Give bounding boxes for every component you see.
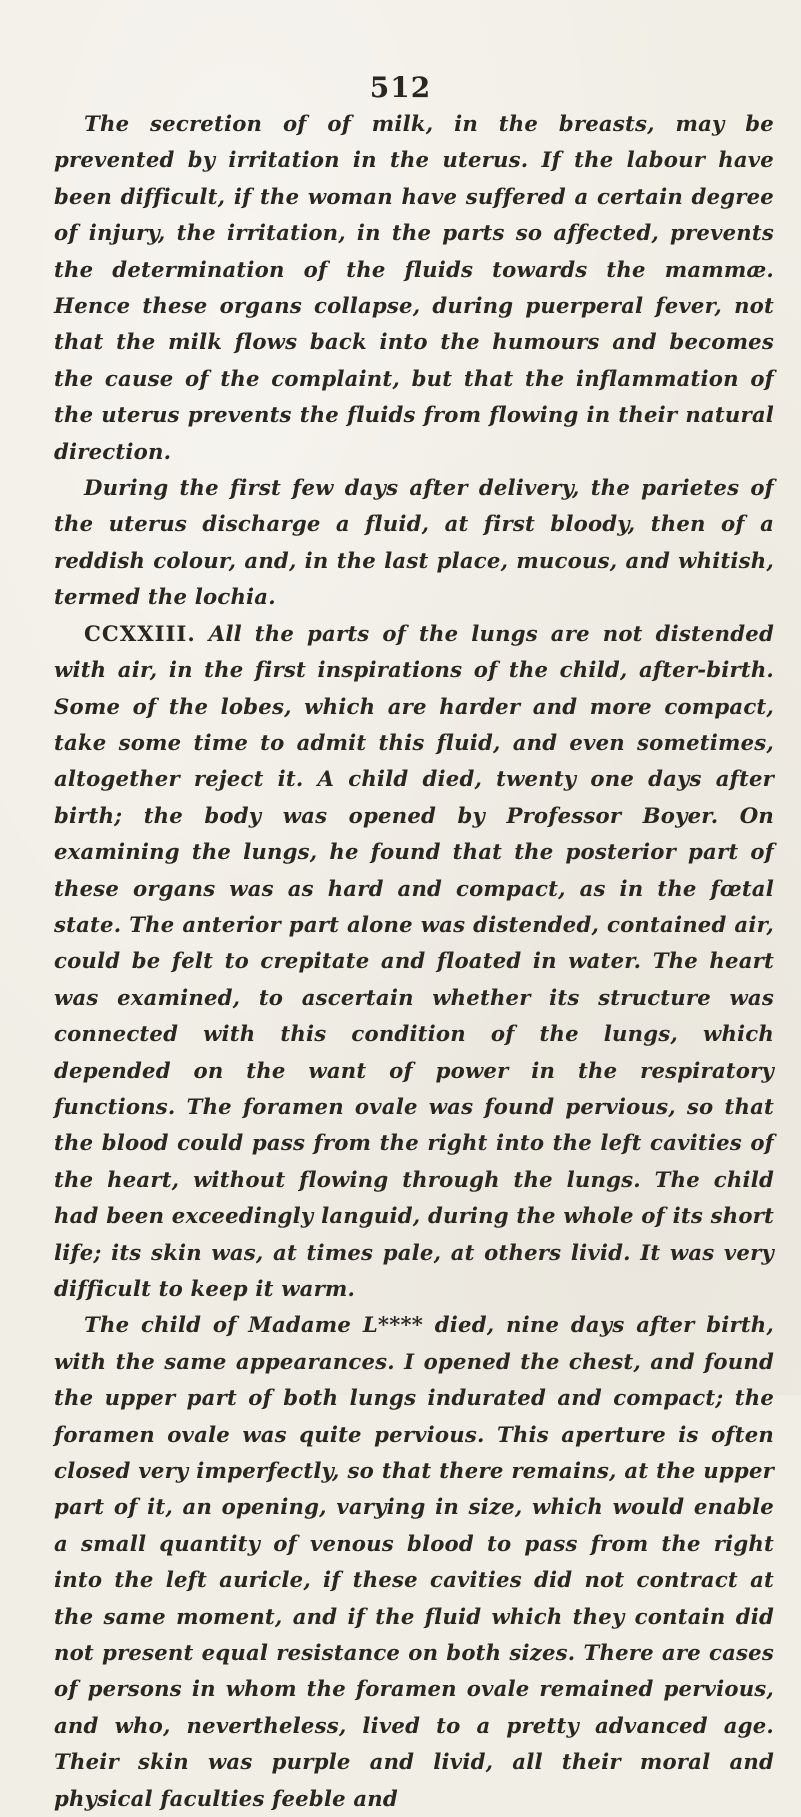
- page-number: 512: [369, 71, 432, 104]
- section-ccxxiii-text: All the parts of the lungs are not distended with air, in the first inspirations of the child, after-birth. Some of the lobes, which are harder and more compact, take some time to admit this fluid, and even sometimes, altogether reject it. A child died, twenty one days after birth; the body was opened by Professor Boyer. On examining the lungs, he found that the posterior part of these organs was as hard and compact, as in the fœtal state. The anterior part alone was distended, contained air, could be felt to crepitate and floated in water. The heart was examined, to ascertain whether its structure was connected with this condition of the lungs, which depended on the want of power in the respiratory functions. The foramen ovale was found pervious, so that the blood could pass from the right into the left cavities of the heart, without flowing through the lungs. The child had been exceedingly languid, during the whole of its short life; its skin was, at times pale, at others livid. It was very difficult to keep it warm.: [54, 620, 774, 1301]
- paragraph-section-ccxxiii: [54, 616, 774, 1308]
- paragraph-secretion-of-milk: The secretion of of milk, in the breasts, may be prevented by irritation in the uterus. If the labour have been difficult, if the woman have suffered a certain degree of injury, the irritation, in the parts so affected, prevents the determination of the fluids towards the mammæ. Hence these organs collapse, during puerperal fever, not that the milk flows back into the humours and becomes the cause of the complaint, but that the inflammation of the uterus prevents the fluids from flowing in their natural direction.: [54, 111, 774, 464]
- paragraph-madame-case: The child of Madame L**** died, nine days after birth, with the same appearances. I opened the chest, and found the upper part of both lungs indurated and compact; the foramen ovale was quite pervious. This aperture is often closed very imperfectly, so that there remains, at the upper part of it, an opening, varying in size, which would enable a small quantity of venous blood to pass from the right into the left auricle, if these cavities did not contract at the same moment, and if the fluid which they contain did not present equal resistance on both sizes. There are cases of persons in whom the foramen ovale remained pervious, and who, nevertheless, lived to a pretty advanced age. Their skin was purple and livid, all their moral and physical faculties feeble and: [54, 1312, 774, 1811]
- body-text: [54, 106, 774, 1817]
- section-number: CCXXIII.: [84, 620, 196, 646]
- paragraph-lochia: During the first few days after delivery, the parietes of the uterus discharge a fluid, at first bloody, then of a reddish colour, and, in the last place, mucous, and whitish, termed the lochia.: [54, 475, 774, 610]
